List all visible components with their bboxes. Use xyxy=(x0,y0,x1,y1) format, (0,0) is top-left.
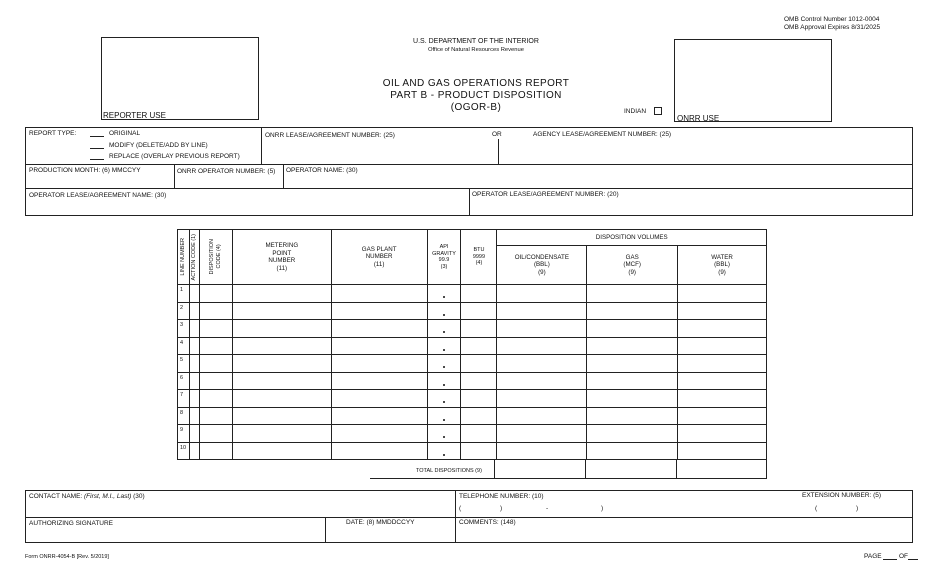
action-code-cell[interactable] xyxy=(189,285,199,303)
btu-cell[interactable] xyxy=(461,320,497,338)
table-row xyxy=(178,285,767,303)
date-field[interactable]: DATE: (8) MMDDCCYY xyxy=(346,519,415,526)
oil-condensate-cell[interactable] xyxy=(497,302,587,320)
disposition-code-cell[interactable] xyxy=(199,320,232,338)
gas-cell[interactable] xyxy=(587,407,678,425)
disposition-code-cell[interactable] xyxy=(199,390,232,408)
line-number-cell: 6 xyxy=(178,372,190,390)
of-label: OF xyxy=(899,553,909,560)
report-type-original[interactable]: ORIGINAL xyxy=(90,130,140,137)
api-gravity-cell[interactable] xyxy=(427,320,461,338)
table-row xyxy=(178,442,767,460)
line-number-cell: 8 xyxy=(178,407,190,425)
onrr-use-label: ONRR USE xyxy=(677,114,720,123)
api-gravity-cell[interactable] xyxy=(427,302,461,320)
table-row xyxy=(178,337,767,355)
line-number-cell: 3 xyxy=(178,320,190,338)
col-btu: BTU 9999 (4) xyxy=(461,230,497,285)
action-code-cell[interactable] xyxy=(189,302,199,320)
comments-field[interactable]: COMMENTS: (148) xyxy=(459,519,516,526)
api-gravity-cell[interactable] xyxy=(427,372,461,390)
metering-point-cell[interactable] xyxy=(232,372,331,390)
oil-condensate-cell[interactable] xyxy=(497,285,587,303)
page-total-blank[interactable] xyxy=(908,559,918,560)
decimal-point xyxy=(443,349,445,351)
btu-cell[interactable] xyxy=(461,425,497,443)
metering-point-cell[interactable] xyxy=(232,302,331,320)
water-cell[interactable] xyxy=(678,320,767,338)
decimal-point xyxy=(443,331,445,333)
action-code-cell[interactable] xyxy=(189,372,199,390)
operator-lease-number-field[interactable]: OPERATOR LEASE/AGREEMENT NUMBER: (20) xyxy=(472,191,619,198)
disposition-table xyxy=(177,229,767,460)
metering-point-cell[interactable] xyxy=(232,390,331,408)
action-code-cell[interactable] xyxy=(189,442,199,460)
table-row xyxy=(178,320,767,338)
gas-plant-cell[interactable] xyxy=(331,390,427,408)
report-type-label: REPORT TYPE: xyxy=(29,130,77,137)
phone-end: ) xyxy=(601,505,604,512)
report-type-modify[interactable]: MODIFY (DELETE/ADD BY LINE) xyxy=(90,142,208,149)
decimal-point xyxy=(443,296,445,298)
table-row xyxy=(178,407,767,425)
gas-cell[interactable] xyxy=(587,442,678,460)
col-api-gravity: API GRAVITY 99.9 (3) xyxy=(427,230,461,285)
decimal-point xyxy=(443,314,445,316)
disposition-code-cell[interactable] xyxy=(199,337,232,355)
indian-label: INDIAN xyxy=(624,108,647,115)
line-number-cell: 2 xyxy=(178,302,190,320)
action-code-cell[interactable] xyxy=(189,407,199,425)
page-subtitle: PART B - PRODUCT DISPOSITION xyxy=(390,90,562,101)
onrr-use-box xyxy=(674,39,832,122)
omb-control: OMB Control Number 1012-0004 xyxy=(784,16,880,23)
department: U.S. DEPARTMENT OF THE INTERIOR xyxy=(413,38,539,45)
water-cell[interactable] xyxy=(678,337,767,355)
decimal-point xyxy=(443,436,445,438)
disposition-code-cell[interactable] xyxy=(199,355,232,373)
metering-point-cell[interactable] xyxy=(232,407,331,425)
action-code-cell[interactable] xyxy=(189,320,199,338)
col-action-code: ACTION CODE (1) xyxy=(189,230,199,285)
disposition-code-cell[interactable] xyxy=(199,407,232,425)
col-line-number: LINE NUMBER xyxy=(178,230,190,285)
api-gravity-cell[interactable] xyxy=(427,407,461,425)
oil-condensate-cell[interactable] xyxy=(497,372,587,390)
col-water: WATER (BBL) (9) xyxy=(678,246,767,285)
oil-condensate-cell[interactable] xyxy=(497,407,587,425)
col-disposition-code: DISPOSITION CODE (4) xyxy=(199,230,232,285)
gas-cell[interactable] xyxy=(587,302,678,320)
api-gravity-cell[interactable] xyxy=(427,285,461,303)
disposition-code-cell[interactable] xyxy=(199,372,232,390)
gas-cell[interactable] xyxy=(587,355,678,373)
line-number-cell: 7 xyxy=(178,390,190,408)
operator-name-field[interactable]: OPERATOR NAME: (30) xyxy=(286,167,358,174)
line-number-cell: 9 xyxy=(178,425,190,443)
table-row xyxy=(178,355,767,373)
disposition-code-cell[interactable] xyxy=(199,442,232,460)
metering-point-cell[interactable] xyxy=(232,320,331,338)
form-number: Form ONRR-4054-B [Rev. 5/2019] xyxy=(25,554,109,560)
gas-plant-cell[interactable] xyxy=(331,442,427,460)
gas-plant-cell[interactable] xyxy=(331,285,427,303)
action-code-cell[interactable] xyxy=(189,337,199,355)
action-code-cell[interactable] xyxy=(189,390,199,408)
decimal-point xyxy=(443,401,445,403)
water-cell[interactable] xyxy=(678,302,767,320)
operator-lease-name-field[interactable]: OPERATOR LEASE/AGREEMENT NAME: (30) xyxy=(29,192,167,199)
oil-condensate-cell[interactable] xyxy=(497,355,587,373)
decimal-point xyxy=(443,419,445,421)
line-number-cell: 1 xyxy=(178,285,190,303)
gas-plant-cell[interactable] xyxy=(331,320,427,338)
decimal-point xyxy=(443,366,445,368)
col-gas-plant: GAS PLANT NUMBER (11) xyxy=(331,230,427,285)
ext-open: ( xyxy=(815,505,818,512)
water-cell[interactable] xyxy=(678,442,767,460)
action-code-cell[interactable] xyxy=(189,425,199,443)
or-label: OR xyxy=(492,131,502,138)
line-number-cell: 10 xyxy=(178,442,190,460)
api-gravity-cell[interactable] xyxy=(427,355,461,373)
disposition-code-cell[interactable] xyxy=(199,285,232,303)
table-row xyxy=(178,390,767,408)
agency-lease-field[interactable]: AGENCY LEASE/AGREEMENT NUMBER: (25) xyxy=(533,131,672,138)
production-month-field[interactable]: PRODUCTION MONTH: (6) MMCCYY xyxy=(29,167,141,174)
page-number-blank[interactable] xyxy=(883,559,897,560)
metering-point-cell[interactable] xyxy=(232,425,331,443)
line-number-cell: 4 xyxy=(178,337,190,355)
disposition-volumes-header: DISPOSITION VOLUMES xyxy=(497,230,767,246)
btu-cell[interactable] xyxy=(461,302,497,320)
btu-cell[interactable] xyxy=(461,285,497,303)
metering-point-cell[interactable] xyxy=(232,442,331,460)
total-dispositions-label: TOTAL DISPOSITIONS (9) xyxy=(416,468,482,474)
gas-plant-cell[interactable] xyxy=(331,425,427,443)
btu-cell[interactable] xyxy=(461,337,497,355)
btu-cell[interactable] xyxy=(461,390,497,408)
btu-cell[interactable] xyxy=(461,407,497,425)
col-gas: GAS (MCF) (9) xyxy=(587,246,678,285)
gas-plant-cell[interactable] xyxy=(331,337,427,355)
col-oil-condensate: OIL/CONDENSATE (BBL) (9) xyxy=(497,246,587,285)
disposition-code-cell[interactable] xyxy=(199,425,232,443)
disposition-code-cell[interactable] xyxy=(199,302,232,320)
decimal-point xyxy=(443,454,445,456)
indian-checkbox[interactable] xyxy=(654,107,662,115)
reporter-use-box xyxy=(101,37,259,120)
form-code: (OGOR-B) xyxy=(450,102,502,113)
btu-cell[interactable] xyxy=(461,355,497,373)
gas-plant-cell[interactable] xyxy=(331,372,427,390)
phone-dash: - xyxy=(546,505,549,512)
btu-cell[interactable] xyxy=(461,372,497,390)
page-label: PAGE xyxy=(864,553,882,560)
api-gravity-cell[interactable] xyxy=(427,442,461,460)
ext-close: ) xyxy=(856,505,859,512)
water-cell[interactable] xyxy=(678,407,767,425)
gas-cell[interactable] xyxy=(587,390,678,408)
api-gravity-cell[interactable] xyxy=(427,390,461,408)
water-cell[interactable] xyxy=(678,285,767,303)
metering-point-cell[interactable] xyxy=(232,285,331,303)
gas-cell[interactable] xyxy=(587,285,678,303)
table-row xyxy=(178,302,767,320)
oil-condensate-cell[interactable] xyxy=(497,390,587,408)
table-row xyxy=(178,425,767,443)
col-metering-point: METERING POINT NUMBER (11) xyxy=(232,230,331,285)
water-cell[interactable] xyxy=(678,425,767,443)
water-cell[interactable] xyxy=(678,355,767,373)
oil-condensate-cell[interactable] xyxy=(497,320,587,338)
omb-approval: OMB Approval Expires 8/31/2025 xyxy=(784,24,881,31)
oil-condensate-cell[interactable] xyxy=(497,425,587,443)
oil-condensate-cell[interactable] xyxy=(497,337,587,355)
phone-area-close: ) xyxy=(500,505,503,512)
water-cell[interactable] xyxy=(678,390,767,408)
metering-point-cell[interactable] xyxy=(232,337,331,355)
api-gravity-cell[interactable] xyxy=(427,425,461,443)
gas-plant-cell[interactable] xyxy=(331,355,427,373)
gas-cell[interactable] xyxy=(587,425,678,443)
metering-point-cell[interactable] xyxy=(232,355,331,373)
phone-area-open: ( xyxy=(459,505,462,512)
onrr-operator-field[interactable]: ONRR OPERATOR NUMBER: (5) xyxy=(177,168,276,175)
api-gravity-cell[interactable] xyxy=(427,337,461,355)
page-title: OIL AND GAS OPERATIONS REPORT xyxy=(382,78,570,89)
oil-condensate-cell[interactable] xyxy=(497,442,587,460)
authorizing-signature-field[interactable]: AUTHORIZING SIGNATURE xyxy=(29,520,114,527)
line-number-cell: 5 xyxy=(178,355,190,373)
office: Office of Natural Resources Revenue xyxy=(428,47,524,53)
onrr-lease-field[interactable]: ONRR LEASE/AGREEMENT NUMBER: (25) xyxy=(265,132,395,139)
gas-cell[interactable] xyxy=(587,372,678,390)
btu-cell[interactable] xyxy=(461,442,497,460)
gas-cell[interactable] xyxy=(587,337,678,355)
extension-field[interactable]: EXTENSION NUMBER: (5) xyxy=(802,492,882,499)
water-cell[interactable] xyxy=(678,372,767,390)
gas-cell[interactable] xyxy=(587,320,678,338)
contact-name-field[interactable]: CONTACT NAME: (First, M.I., Last) (30) xyxy=(29,493,145,500)
reporter-use-label: REPORTER USE xyxy=(103,111,166,120)
gas-plant-cell[interactable] xyxy=(331,302,427,320)
action-code-cell[interactable] xyxy=(189,355,199,373)
report-type-replace[interactable]: REPLACE (OVERLAY PREVIOUS REPORT) xyxy=(90,153,240,160)
telephone-field[interactable]: TELEPHONE NUMBER: (10) xyxy=(459,493,544,500)
table-row xyxy=(178,372,767,390)
decimal-point xyxy=(443,384,445,386)
gas-plant-cell[interactable] xyxy=(331,407,427,425)
